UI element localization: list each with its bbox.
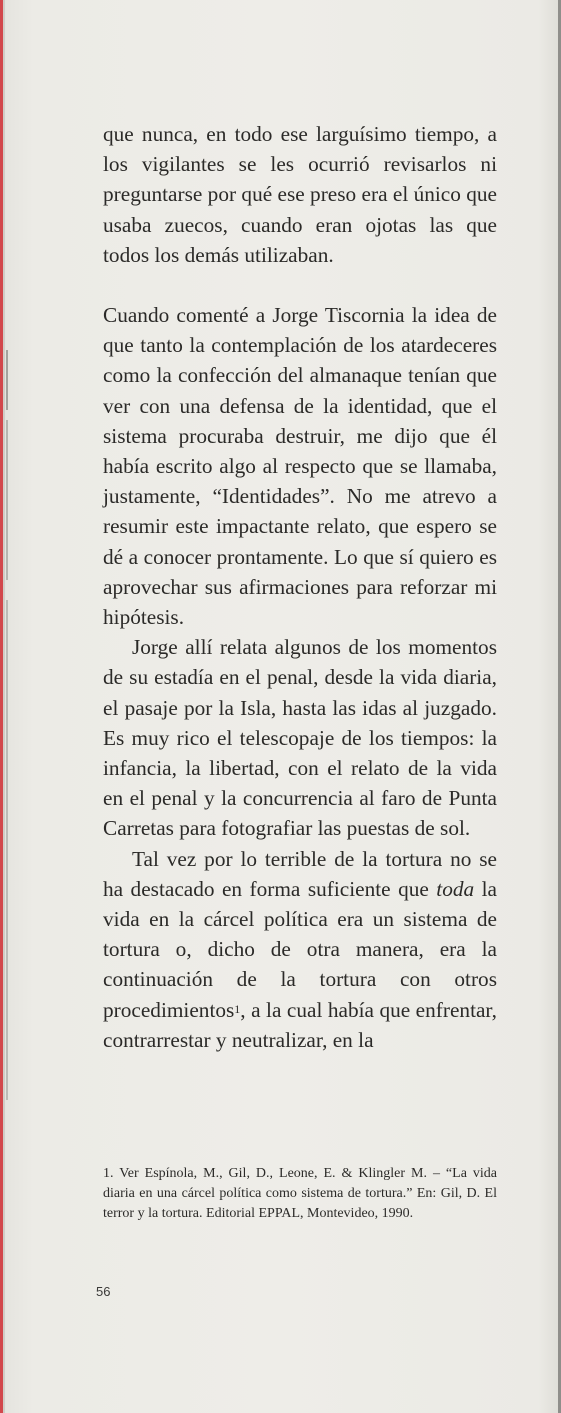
bleed-through-mark: [6, 350, 8, 410]
paragraph-text: , a la cual había que enfrentar, contrarrestar y neutralizar, en la: [103, 997, 497, 1052]
paragraph: Jorge allí relata algunos de los momentos de su estadía en el penal, desde la vida diaria, el pasaje por la Isla, hasta las idas al juzgado. Es muy rico el telescopaje de los tiempos: la infancia, la libertad, con el relato de la vida en el penal y la concurrencia al faro de Punta Carretas para fotografiar las puestas de sol.: [103, 635, 497, 841]
page-number: 56: [96, 1284, 111, 1299]
bleed-through-mark: [6, 420, 8, 580]
footnote-marker: 1: [234, 1001, 241, 1016]
emphasized-word: toda: [436, 876, 475, 901]
paragraph: que nunca, en todo ese larguísimo tiempo, a los vigilantes se les ocurrió revisarlos ni preguntarse por qué ese preso era el único que usaba zuecos, cuando eran ojotas las que todos los demás utilizaban.: [103, 122, 497, 267]
body-text: [103, 119, 497, 1055]
paragraph: [103, 844, 497, 1055]
page-edge-left: [3, 0, 5, 1413]
paragraph-text: Tal vez por lo terrible de la tortura no se ha destacado en forma suficiente que: [103, 846, 497, 901]
paragraph: Cuando comenté a Jorge Tiscornia la idea de que tanto la contemplación de los atardeceres como la confección del almanaque tenían que ver con una defensa de la identidad, que el sistema procuraba destruir, me dijo que él había escrito algo al respecto que se llamaba, justamente, “Identidades”. No me atrevo a resumir este impactante relato, que espero se dé a conocer prontamente. Lo que sí quiero es aprovechar sus afirmaciones para reforzar mi hipótesis.: [103, 303, 497, 630]
bleed-through-mark: [6, 600, 8, 1100]
footnote: 1. Ver Espínola, M., Gil, D., Leone, E. & Klingler M. – “La vida diaria en una cárcel política como sistema de tortura.” En: Gil, D. El terror y la tortura. Editorial EPPAL, Montevideo, 1990.: [103, 1166, 497, 1221]
paragraph-text: la vida en la cárcel política era un sistema de tortura o, dicho de otra manera, era la continuación de la tortura con otros procedimientos: [103, 876, 498, 1022]
